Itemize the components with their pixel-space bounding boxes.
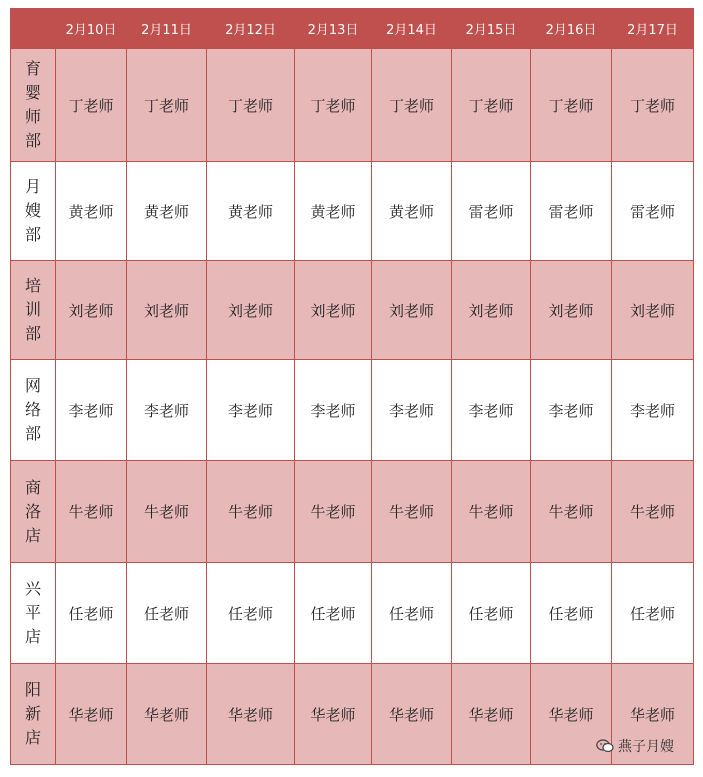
- department-char: 嫂: [24, 201, 41, 220]
- date-header: 2月14日: [372, 9, 452, 49]
- teacher-cell: 牛老师: [295, 461, 372, 563]
- date-header: 2月15日: [452, 9, 531, 49]
- teacher-cell: 任老师: [452, 563, 531, 664]
- teacher-cell: 华老师: [56, 664, 127, 765]
- table-row: [11, 261, 694, 360]
- teacher-cell: 任老师: [207, 563, 295, 664]
- teacher-cell: 刘老师: [295, 261, 372, 360]
- teacher-cell: 雷老师: [612, 162, 694, 261]
- department-char: 部: [24, 131, 41, 150]
- department-char: 部: [24, 225, 41, 244]
- teacher-cell: 牛老师: [372, 461, 452, 563]
- department-char: 部: [24, 324, 41, 343]
- department-char: 平: [24, 603, 41, 622]
- teacher-cell: 雷老师: [531, 162, 612, 261]
- teacher-cell: 任老师: [56, 563, 127, 664]
- schedule-sheet: [10, 8, 694, 765]
- teacher-cell: 刘老师: [531, 261, 612, 360]
- teacher-cell: 李老师: [207, 360, 295, 461]
- department-char: 商: [24, 477, 41, 497]
- table-row: [11, 162, 694, 261]
- teacher-cell: 刘老师: [452, 261, 531, 360]
- wechat-watermark: [596, 736, 674, 756]
- teacher-cell: 牛老师: [531, 461, 612, 563]
- teacher-cell: 黄老师: [372, 162, 452, 261]
- teacher-cell: 丁老师: [612, 49, 694, 162]
- department-label: [11, 360, 56, 461]
- teacher-cell: 牛老师: [207, 461, 295, 563]
- teacher-cell: 丁老师: [372, 49, 452, 162]
- table-row: [11, 563, 694, 664]
- department-char: 训: [24, 300, 41, 319]
- duty-schedule-table: [10, 8, 694, 765]
- teacher-cell: 丁老师: [531, 49, 612, 162]
- teacher-cell: 黄老师: [207, 162, 295, 261]
- watermark-text: 燕子月嫂: [618, 739, 674, 755]
- department-label: [11, 664, 56, 765]
- teacher-cell: 李老师: [452, 360, 531, 461]
- department-char: 网: [24, 376, 41, 395]
- department-char: 店: [24, 728, 41, 747]
- table-row: [11, 360, 694, 461]
- department-char: 月: [24, 177, 41, 196]
- date-header: 2月11日: [127, 9, 207, 49]
- teacher-cell: 任老师: [531, 563, 612, 664]
- teacher-cell: 任老师: [295, 563, 372, 664]
- teacher-cell: 黄老师: [56, 162, 127, 261]
- teacher-cell: 丁老师: [207, 49, 295, 162]
- teacher-cell: 刘老师: [612, 261, 694, 360]
- teacher-cell: 牛老师: [56, 461, 127, 563]
- teacher-cell: 刘老师: [56, 261, 127, 360]
- teacher-cell: 牛老师: [612, 461, 694, 563]
- department-label: [11, 49, 56, 162]
- teacher-cell: 丁老师: [56, 49, 127, 162]
- teacher-cell: 李老师: [56, 360, 127, 461]
- teacher-cell: 雷老师: [452, 162, 531, 261]
- department-char: 育: [24, 59, 41, 78]
- department-char: 部: [24, 424, 41, 443]
- date-header: 2月13日: [295, 9, 372, 49]
- department-char: 新: [24, 704, 41, 723]
- teacher-cell: 丁老师: [452, 49, 531, 162]
- teacher-cell: 任老师: [372, 563, 452, 664]
- teacher-cell: 丁老师: [295, 49, 372, 162]
- teacher-cell: 华老师: [531, 664, 612, 765]
- table-row: [11, 49, 694, 162]
- department-char: 婴: [24, 83, 41, 102]
- teacher-cell: 李老师: [612, 360, 694, 461]
- department-char: 阳: [24, 680, 41, 699]
- teacher-cell: 华老师: [372, 664, 452, 765]
- date-header: 2月12日: [207, 9, 295, 49]
- teacher-cell: 华老师: [127, 664, 207, 765]
- teacher-cell: 黄老师: [295, 162, 372, 261]
- wechat-icon: [596, 739, 614, 753]
- teacher-cell: 任老师: [127, 563, 207, 664]
- teacher-cell: 刘老师: [207, 261, 295, 360]
- date-header: 2月10日: [56, 9, 127, 49]
- header-row: [11, 9, 694, 49]
- teacher-cell: 刘老师: [372, 261, 452, 360]
- teacher-cell: 华老师: [452, 664, 531, 765]
- department-label: [11, 461, 56, 563]
- department-label: [11, 162, 56, 261]
- department-char: 兴: [24, 579, 41, 598]
- department-char: 店: [24, 525, 41, 545]
- teacher-cell: 丁老师: [127, 49, 207, 162]
- teacher-cell: 李老师: [295, 360, 372, 461]
- teacher-cell: 刘老师: [127, 261, 207, 360]
- table-row: [11, 461, 694, 563]
- department-char: 洛: [24, 501, 41, 521]
- department-label: [11, 261, 56, 360]
- teacher-cell: 李老师: [372, 360, 452, 461]
- department-char: 师: [24, 107, 41, 126]
- teacher-cell: 任老师: [612, 563, 694, 664]
- department-char: 店: [24, 627, 41, 646]
- table-row: [11, 664, 694, 765]
- teacher-cell: 华老师: [295, 664, 372, 765]
- teacher-cell: 李老师: [127, 360, 207, 461]
- teacher-cell: 华老师: [207, 664, 295, 765]
- teacher-cell: 黄老师: [127, 162, 207, 261]
- department-char: 培: [24, 276, 41, 295]
- date-header: 2月16日: [531, 9, 612, 49]
- date-header: 2月17日: [612, 9, 694, 49]
- department-label: [11, 563, 56, 664]
- teacher-cell: 牛老师: [452, 461, 531, 563]
- corner-cell: [11, 9, 56, 49]
- teacher-cell: 华老师: [612, 664, 694, 765]
- teacher-cell: 李老师: [531, 360, 612, 461]
- teacher-cell: 牛老师: [127, 461, 207, 563]
- department-char: 络: [24, 400, 41, 419]
